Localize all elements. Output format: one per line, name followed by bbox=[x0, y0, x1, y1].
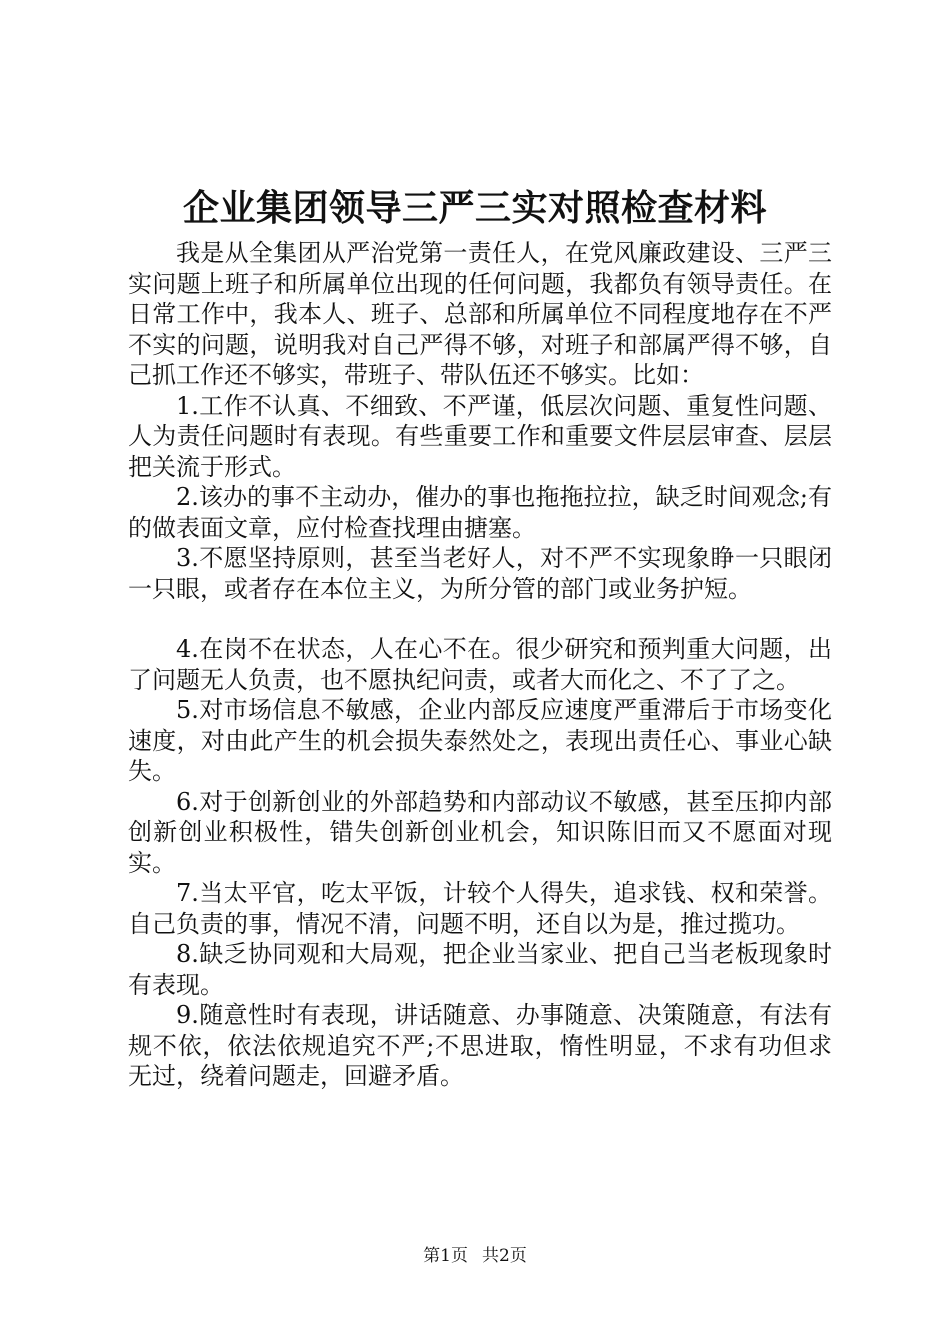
page-number: 第1页 bbox=[423, 1246, 468, 1266]
paragraph-intro: 我是从全集团从严治党第一责任人，在党风廉政建设、三严三实问题上班子和所属单位出现的任何问题，我都负有领导责任。在日常工作中，我本人、班子、总部和所属单位不同程度地存在不严不实的问题，说明我对自己严得不够，对班子和部属严得不够，自己抓工作还不够实，带班子、带队伍还不够实。比如： bbox=[128, 239, 832, 389]
page-total: 共2页 bbox=[482, 1246, 527, 1266]
paragraph-item-6: 6.对于创新创业的外部趋势和内部动议不敏感，甚至压抑内部创新创业积极性，错失创新创业机会，知识陈旧而又不愿面对现实。 bbox=[128, 787, 832, 877]
paragraph-item-8: 8.缺乏协同观和大局观，把企业当家业、把自己当老板现象时有表现。 bbox=[128, 940, 832, 999]
paragraph-item-5: 5.对市场信息不敏感，企业内部反应速度严重滞后于市场变化速度，对由此产生的机会损失泰然处之，表现出责任心、事业心缺失。 bbox=[128, 696, 832, 785]
paragraph-item-1: 1.工作不认真、不细致、不严谨，低层次问题、重复性问题、人为责任问题时有表现。有些重要工作和重要文件层层审查、层层把关流于形式。 bbox=[128, 391, 832, 481]
document-body bbox=[128, 238, 832, 1092]
paragraph-item-2: 2.该办的事不主动办，催办的事也拖拖拉拉，缺乏时间观念;有的做表面文章，应付检查找理由搪塞。 bbox=[128, 483, 832, 542]
page-footer bbox=[0, 1244, 950, 1268]
paragraph-item-3: 3.不愿坚持原则，甚至当老好人，对不严不实现象睁一只眼闭一只眼，或者存在本位主义，为所分管的部门或业务护短。 bbox=[128, 544, 832, 603]
paragraph-item-7: 7.当太平官，吃太平饭，计较个人得失，追求钱、权和荣誉。自己负责的事，情况不清，问题不明，还自以为是，推过揽功。 bbox=[128, 879, 832, 938]
document-title: 企业集团领导三严三实对照检查材料 bbox=[182, 187, 767, 229]
paragraph-item-4: 4.在岗不在状态，人在心不在。很少研究和预判重大问题，出了问题无人负责，也不愿执纪问责，或者大而化之、不了了之。 bbox=[128, 635, 832, 694]
paragraph-item-9: 9.随意性时有表现，讲话随意、办事随意、决策随意，有法有规不依，依法依规追究不严;不思进取，惰性明显，不求有功但求无过，绕着问题走，回避矛盾。 bbox=[128, 1001, 832, 1090]
